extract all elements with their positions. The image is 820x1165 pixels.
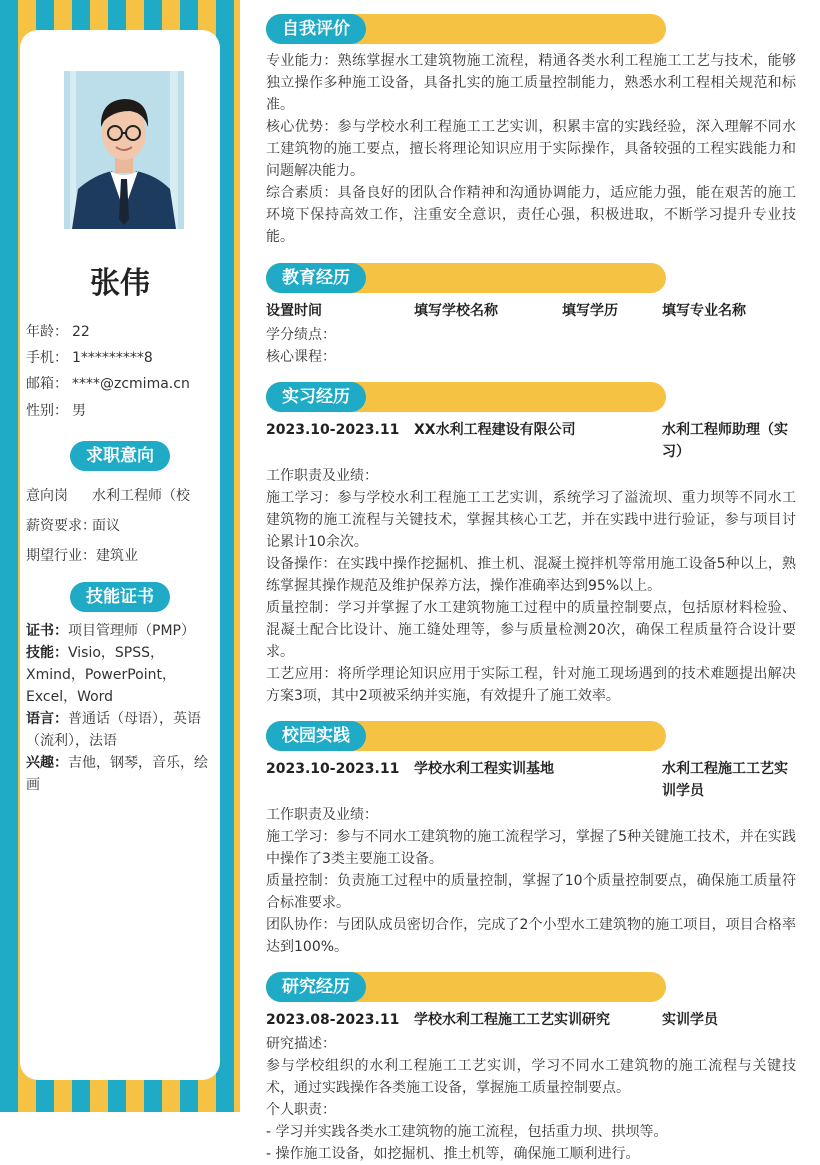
email-label: 邮箱： bbox=[26, 376, 68, 392]
research-duty-label: 个人职责： bbox=[266, 1102, 336, 1118]
gender-label: 性别： bbox=[26, 403, 68, 419]
campus-title: 校园实践 bbox=[266, 721, 366, 751]
intent-salary-label: 薪资要求： bbox=[26, 518, 96, 534]
email-value: ****@zcmima.cn bbox=[72, 376, 190, 392]
self-eval-body bbox=[266, 50, 796, 248]
research-desc: 参与学校组织的水利工程施工工艺实训，学习不同水工建筑物的施工流程与关键技术，通过实践操作各类施工设备，掌握施工质量控制要点。 bbox=[266, 1058, 796, 1096]
language-entry bbox=[26, 708, 214, 752]
skill-value: Visio，SPSS，Xmind，PowerPoint，Excel，Word bbox=[26, 645, 176, 705]
phone-value: 1*********8 bbox=[72, 350, 153, 366]
internship-title: 实习经历 bbox=[266, 382, 366, 412]
education-courses: 核心课程： bbox=[266, 349, 336, 365]
campus-body bbox=[266, 804, 796, 958]
internship-p4: 工艺应用：将所学理论知识应用于实际工程，针对施工现场遇到的技术难题提出解决方案3项，其中2项被采纳并实施，有效提升了施工效率。 bbox=[266, 666, 796, 704]
education-time: 设置时间 bbox=[266, 303, 322, 319]
campus-p1: 施工学习：参与不同水工建筑物的施工流程学习，掌握了5种关键施工技术，并在实践中操作了3类主要施工设备。 bbox=[266, 829, 796, 867]
research-body bbox=[266, 1033, 796, 1165]
intent-salary-row bbox=[26, 515, 120, 535]
internship-org: XX水利工程建设有限公司 bbox=[414, 422, 576, 438]
research-time: 2023.08-2023.11 bbox=[266, 1012, 400, 1028]
campus-header bbox=[266, 721, 666, 751]
campus-duty-label: 工作职责及业绩： bbox=[266, 807, 378, 823]
certificate-entry bbox=[26, 620, 214, 642]
internship-role: 水利工程师助理（实习） bbox=[662, 422, 788, 460]
intent-salary-value: 面议 bbox=[92, 518, 120, 534]
phone-label: 手机： bbox=[26, 350, 68, 366]
intent-position-value: 水利工程师（校 bbox=[92, 488, 190, 504]
candidate-name: 张伟 bbox=[90, 266, 150, 301]
age-label: 年龄： bbox=[26, 324, 68, 340]
portrait-photo bbox=[64, 71, 184, 229]
education-degree: 填写学历 bbox=[562, 303, 618, 319]
hobby-label: 兴趣： bbox=[26, 755, 68, 771]
education-title: 教育经历 bbox=[266, 263, 366, 293]
campus-org: 学校水利工程实训基地 bbox=[414, 761, 554, 777]
intent-position-label: 意向岗 bbox=[26, 488, 68, 504]
age-row bbox=[26, 321, 90, 341]
research-d2: - 操作施工设备，如挖掘机、推土机等，确保施工顺利进行。 bbox=[266, 1146, 640, 1162]
campus-p2: 质量控制：负责施工过程中的质量控制，掌握了10个质量控制要点，确保施工质量符合标准要求。 bbox=[266, 873, 796, 911]
self-eval-p2: 核心优势：参与学校水利工程施工工艺实训，积累丰富的实践经验，深入理解不同水工建筑物的施工要点，擅长将理论知识应用于实际操作，具备较强的工程实践能力和问题解决能力。 bbox=[266, 119, 796, 179]
self-eval-header bbox=[266, 14, 666, 44]
education-major: 填写专业名称 bbox=[662, 303, 746, 319]
language-value: 普通话（母语），英语（流利），法语 bbox=[26, 711, 201, 749]
self-eval-title: 自我评价 bbox=[266, 14, 366, 44]
internship-time: 2023.10-2023.11 bbox=[266, 422, 400, 438]
campus-role: 水利工程施工工艺实训学员 bbox=[662, 761, 788, 799]
email-row bbox=[26, 373, 190, 393]
internship-p2: 设备操作：在实践中操作挖掘机、推土机、混凝土搅拌机等常用施工设备5种以上，熟练掌握其操作规范及维护保养方法，操作准确率达到95%以上。 bbox=[266, 556, 796, 594]
portrait-illustration bbox=[64, 71, 184, 229]
skills-heading: 技能证书 bbox=[70, 582, 170, 612]
language-label: 语言： bbox=[26, 711, 68, 727]
phone-row bbox=[26, 347, 153, 367]
intent-industry-row bbox=[26, 545, 138, 565]
campus-time: 2023.10-2023.11 bbox=[266, 761, 400, 777]
self-eval-p1: 专业能力：熟练掌握水工建筑物施工流程，精通各类水利工程施工工艺与技术，能够独立操作多种施工设备，具备扎实的施工质量控制能力，熟悉水利工程相关规范和标准。 bbox=[266, 53, 796, 113]
research-d1: - 学习并实践各类水工建筑物的施工流程，包括重力坝、拱坝等。 bbox=[266, 1124, 668, 1140]
hobby-entry bbox=[26, 752, 214, 796]
research-desc-label: 研究描述： bbox=[266, 1036, 336, 1052]
internship-p3: 质量控制：学习并掌握了水工建筑物施工过程中的质量控制要点，包括原材料检验、混凝土配合比设计、施工缝处理等，参与质量检测20次，确保工程质量符合设计要求。 bbox=[266, 600, 796, 660]
internship-row bbox=[266, 419, 796, 463]
certificate-label: 证书： bbox=[26, 623, 68, 639]
internship-duty-label: 工作职责及业绩： bbox=[266, 468, 378, 484]
education-gpa: 学分绩点： bbox=[266, 327, 336, 343]
age-value: 22 bbox=[72, 324, 90, 340]
skill-entry bbox=[26, 642, 214, 708]
gender-row bbox=[26, 400, 86, 420]
internship-p1: 施工学习：参与学校水利工程施工工艺实训，系统学习了溢流坝、重力坝等不同水工建筑物的施工流程与关键技术，掌握其核心工艺，并在实践中进行验证，参与项目讨论累计10余次。 bbox=[266, 490, 796, 550]
self-eval-p3: 综合素质：具备良好的团队合作精神和沟通协调能力，适应能力强，能在艰苦的施工环境下保持高效工作，注重安全意识，责任心强，积极进取，不断学习提升专业技能。 bbox=[266, 185, 796, 245]
education-details bbox=[266, 324, 796, 368]
internship-header bbox=[266, 382, 666, 412]
research-role: 实训学员 bbox=[662, 1012, 718, 1028]
certificate-value: 项目管理师（PMP） bbox=[68, 623, 195, 639]
education-school: 填写学校名称 bbox=[414, 303, 498, 319]
campus-p3: 团队协作：与团队成员密切合作，完成了2个小型水工建筑物的施工项目，项目合格率达到100%。 bbox=[266, 917, 796, 955]
education-header bbox=[266, 263, 666, 293]
research-org: 学校水利工程施工工艺实训研究 bbox=[414, 1012, 610, 1028]
research-title: 研究经历 bbox=[266, 972, 366, 1002]
campus-row bbox=[266, 758, 796, 802]
job-intent-heading: 求职意向 bbox=[70, 441, 170, 471]
internship-body bbox=[266, 465, 796, 707]
hobby-value: 吉他，钢琴，音乐，绘画 bbox=[26, 755, 208, 793]
intent-industry-value: 建筑业 bbox=[96, 548, 138, 564]
skill-label: 技能： bbox=[26, 645, 68, 661]
gender-value: 男 bbox=[72, 403, 86, 419]
intent-industry-label: 期望行业： bbox=[26, 548, 96, 564]
research-header bbox=[266, 972, 666, 1002]
intent-position-row bbox=[26, 485, 190, 505]
